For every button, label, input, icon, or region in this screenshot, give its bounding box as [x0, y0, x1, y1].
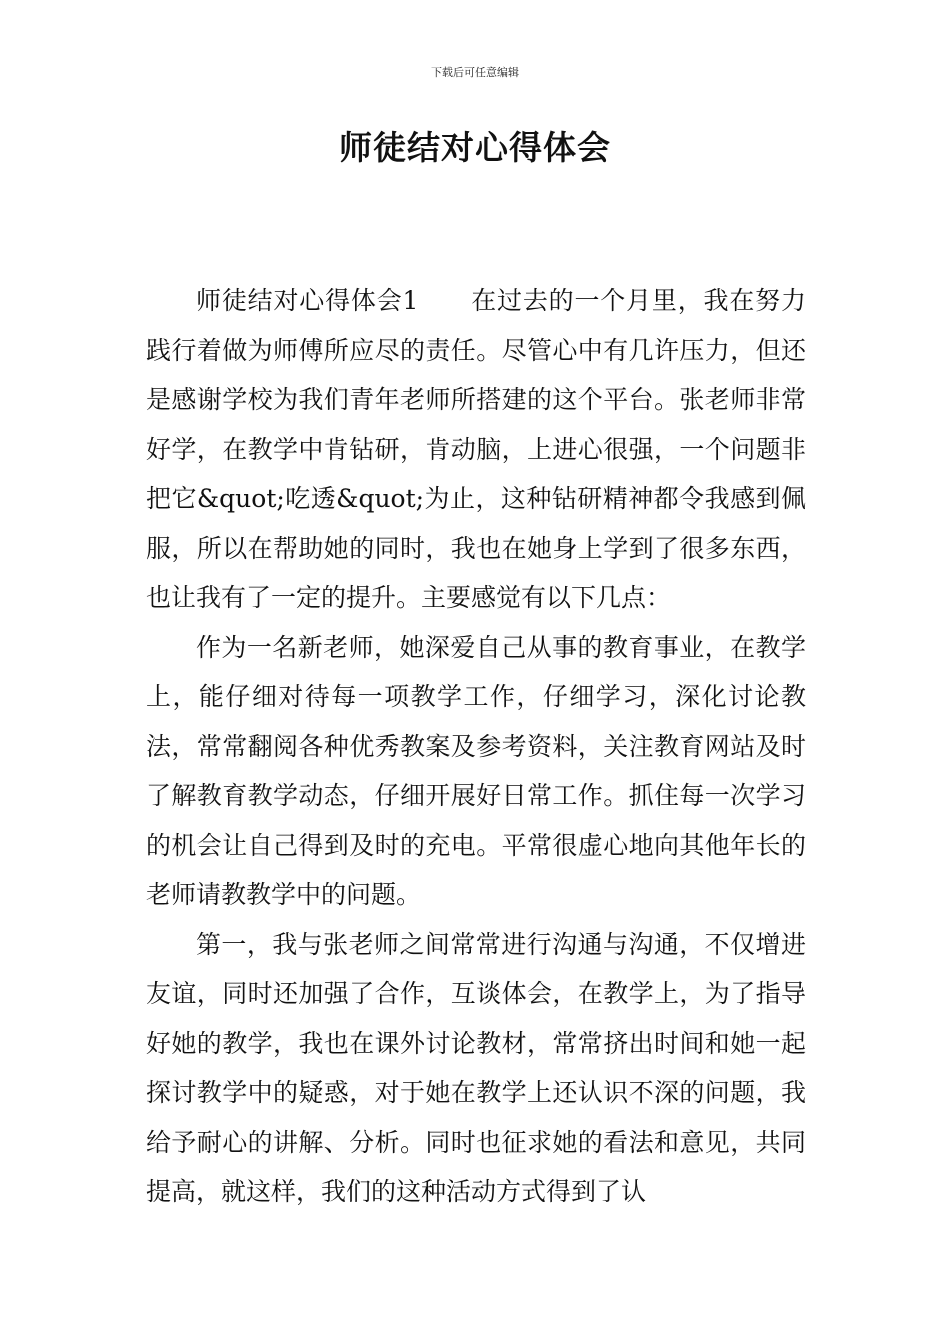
document-title: 师徒结对心得体会 [339, 128, 611, 167]
paragraph-3: 第一，我与张老师之间常常进行沟通与沟通，不仅增进友谊，同时还加强了合作，互谈体会，在教学上，为了指导好她的教学，我也在课外讨论教材，常常挤出时间和她一起探讨教学中的疑惑，对于她在教学上还认识不深的问题，我给予耐心的讲解、分析。同时也征求她的看法和意见，共同提高，就这样，我们的这种活动方式得到了认 [146, 929, 806, 1206]
document-body [146, 276, 806, 1217]
paragraph-1-text: 在过去的一个月里，我在努力践行着做为师傅所应尽的责任。尽管心中有几许压力，但还是感谢学校为我们青年老师所搭建的这个平台。张老师非常好学，在教学中肯钻研，肯动脑，上进心很强，一个问题非把它&quot;吃透&quot;为止，这种钻研精神都令我感到佩服，所以在帮助她的同时，我也在她身上学到了很多东西，也让我有了一定的提升。主要感觉有以下几点： [146, 286, 806, 612]
section-label: 师徒结对心得体会1 [196, 286, 419, 315]
paragraph-2: 作为一名新老师，她深爱自己从事的教育事业，在教学上，能仔细对待每一项教学工作，仔细学习，深化讨论教法，常常翻阅各种优秀教案及参考资料，关注教育网站及时了解教育教学动态，仔细开展好日常工作。抓住每一次学习的机会让自己得到及时的充电。平常很虚心地向其他年长的老师请教教学中的问题。 [146, 632, 806, 909]
header-note: 下载后可任意编辑 [431, 66, 519, 79]
paragraph-1 [146, 276, 806, 623]
